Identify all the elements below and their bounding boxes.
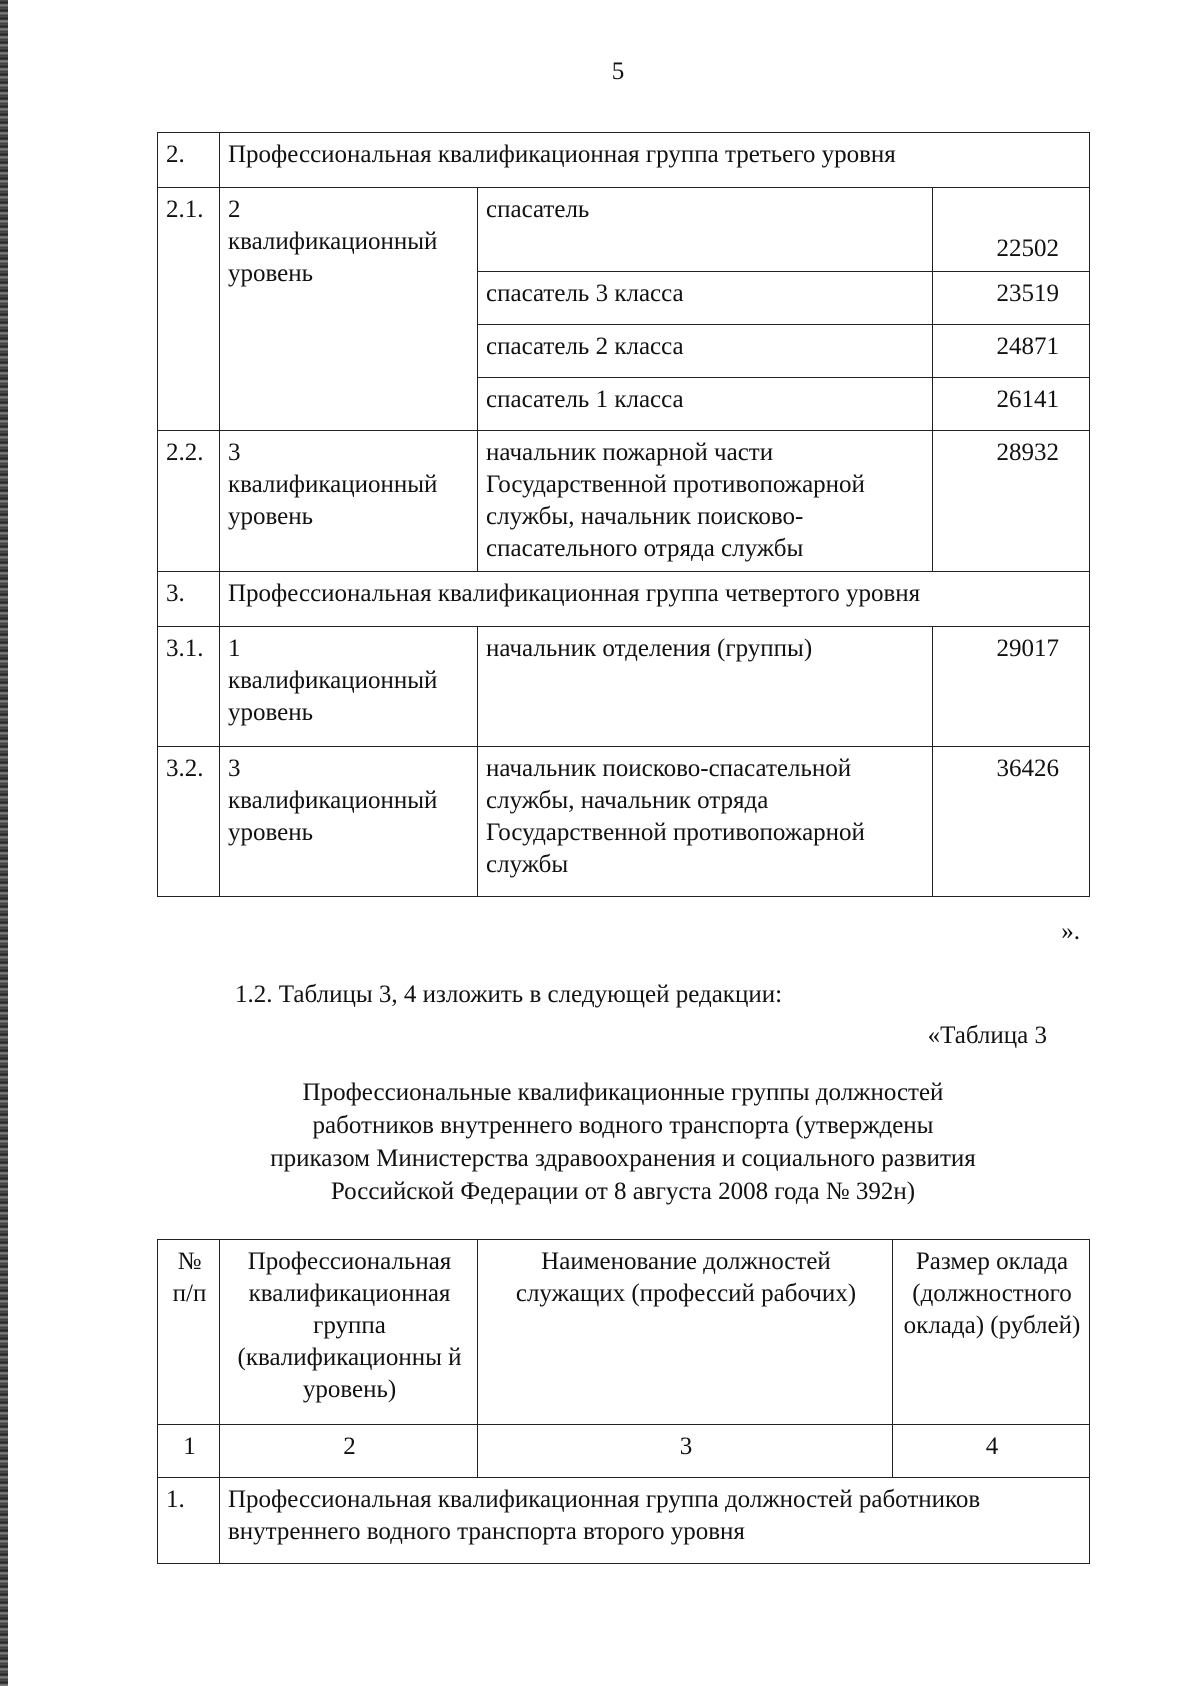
row-number: 2.2. bbox=[158, 431, 220, 572]
salary-value: 29017 bbox=[933, 627, 1090, 747]
position-name: спасатель bbox=[478, 188, 933, 272]
salary-value: 28932 bbox=[933, 431, 1090, 572]
salary-value: 22502 bbox=[933, 188, 1090, 272]
column-number: 2 bbox=[220, 1425, 478, 1478]
level-cell bbox=[220, 431, 478, 572]
level-cell bbox=[220, 627, 478, 747]
salary-table-top bbox=[157, 132, 1090, 897]
page-number: 5 bbox=[611, 58, 625, 85]
row-number: 1. bbox=[158, 1478, 220, 1564]
closing-quote: ». bbox=[1061, 918, 1080, 945]
table-heading bbox=[157, 1076, 1089, 1208]
paragraph-text: 1.2. Таблицы 3, 4 изложить в следующей редакции: bbox=[235, 981, 783, 1008]
salary-value: 23519 bbox=[933, 272, 1090, 325]
heading-line: Профессиональные квалификационные группы должностей bbox=[302, 1079, 944, 1106]
level-text: квалификационный уровень bbox=[228, 787, 438, 846]
column-header: Наименование должностей служащих (профессий рабочих) bbox=[478, 1240, 893, 1425]
table-row bbox=[158, 572, 1090, 627]
group-title: Профессиональная квалификационная группа должностей работников внутреннего водного транспорта второго уровня bbox=[220, 1478, 1090, 1564]
salary-value: 24871 bbox=[933, 325, 1090, 378]
table-row bbox=[158, 133, 1090, 188]
level-cell bbox=[220, 747, 478, 897]
position-name: начальник пожарной части Государственной противопожарной службы, начальник поисково-спасательного отряда службы bbox=[478, 431, 933, 572]
level-text: квалификационный уровень bbox=[228, 471, 438, 530]
group-title: Профессиональная квалификационная группа четвертого уровня bbox=[220, 572, 1090, 627]
level-number: 1 bbox=[228, 635, 241, 662]
level-number: 2 bbox=[228, 196, 241, 223]
row-number: 3. bbox=[158, 572, 220, 627]
table-row bbox=[158, 188, 1090, 272]
level-text: квалификационный уровень bbox=[228, 228, 438, 287]
table-row bbox=[158, 627, 1090, 747]
position-name: начальник отделения (группы) bbox=[478, 627, 933, 747]
position-name: спасатель 1 класса bbox=[478, 378, 933, 431]
row-number: 3.2. bbox=[158, 747, 220, 897]
scan-edge bbox=[0, 0, 8, 1686]
table-label: «Таблица 3 bbox=[927, 1022, 1047, 1049]
position-name: спасатель 3 класса bbox=[478, 272, 933, 325]
group-title: Профессиональная квалификационная группа третьего уровня bbox=[220, 133, 1090, 188]
position-name: спасатель 2 класса bbox=[478, 325, 933, 378]
position-name: начальник поисково-спасательной службы, начальник отряда Государственной противопожарной службы bbox=[478, 747, 933, 897]
level-cell bbox=[220, 188, 478, 431]
column-header: Профессиональная квалификационная группа (квалификационны й уровень) bbox=[220, 1240, 478, 1425]
level-text: квалификационный уровень bbox=[228, 667, 438, 726]
row-number: 3.1. bbox=[158, 627, 220, 747]
row-number: 2.1. bbox=[158, 188, 220, 431]
table-row bbox=[158, 431, 1090, 572]
column-number: 3 bbox=[478, 1425, 893, 1478]
header-row bbox=[158, 1240, 1090, 1425]
level-number: 3 bbox=[228, 755, 241, 782]
column-number: 4 bbox=[893, 1425, 1090, 1478]
salary-value: 26141 bbox=[933, 378, 1090, 431]
column-number-row bbox=[158, 1425, 1090, 1478]
row-number: 2. bbox=[158, 133, 220, 188]
level-number: 3 bbox=[228, 439, 241, 466]
heading-line: приказом Министерства здравоохранения и социального развития bbox=[270, 1145, 976, 1172]
column-header: № п/п bbox=[158, 1240, 220, 1425]
heading-line: Российской Федерации от 8 августа 2008 года № 392н) bbox=[330, 1178, 916, 1205]
heading-line: работников внутреннего водного транспорта (утверждены bbox=[312, 1112, 934, 1139]
table-row bbox=[158, 1478, 1090, 1564]
column-header: Размер оклада (должностного оклада) (рублей) bbox=[893, 1240, 1090, 1425]
column-number: 1 bbox=[158, 1425, 220, 1478]
salary-table-bottom bbox=[157, 1239, 1090, 1564]
salary-value: 36426 bbox=[933, 747, 1090, 897]
table-row bbox=[158, 747, 1090, 897]
